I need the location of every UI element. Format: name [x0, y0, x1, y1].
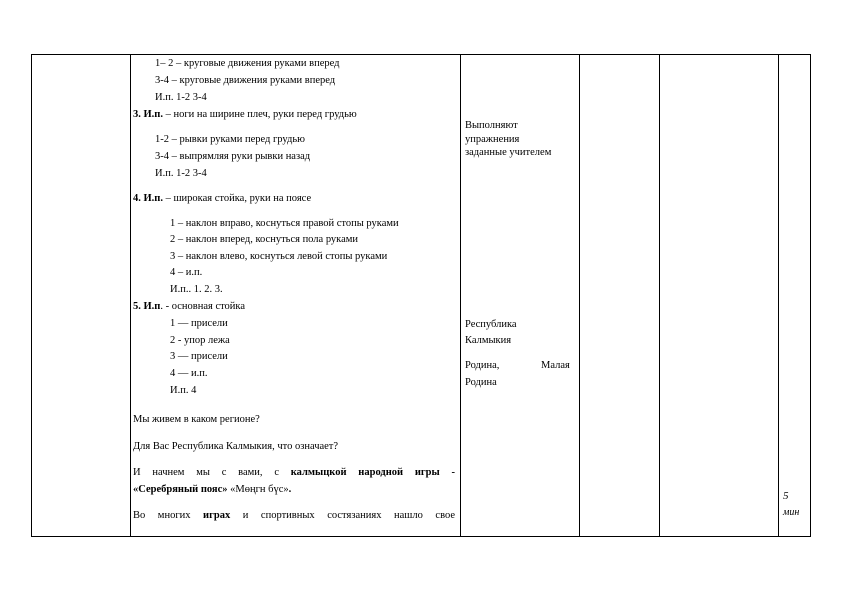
text-run: .	[288, 484, 292, 495]
exercise-heading	[133, 108, 357, 121]
exercise-line: 3-4 – круговые движения руками вперед	[155, 75, 336, 86]
column-divider	[778, 55, 779, 536]
student-activity: упражнения	[465, 134, 520, 145]
exercise-description: – широкая стойка, руки на поясе	[162, 193, 312, 204]
exercise-number: 3. И.п.	[133, 109, 163, 120]
exercise-line: И.п. 4	[170, 385, 197, 396]
time-unit: мин	[783, 507, 800, 518]
exercise-description: . - основная стойка	[160, 301, 246, 312]
exercise-line: 3-4 – выпрямляя руки рывки назад	[155, 151, 311, 162]
exercise-line: 3 — присели	[170, 351, 228, 362]
exercise-line: 4 – и.п.	[170, 267, 203, 278]
column-divider	[579, 55, 580, 536]
exercise-line: 4 — и.п.	[170, 368, 208, 379]
student-answer: Родина	[465, 377, 497, 388]
exercise-line: 2 - упор лежа	[170, 335, 230, 346]
game-title-kalmyk: «Мөңгн бүс»	[227, 484, 289, 495]
column-divider	[460, 55, 461, 536]
exercise-line: 1 — присели	[170, 318, 228, 329]
text-run: И начнем мы с вами, с	[133, 467, 291, 478]
teacher-text	[133, 509, 455, 522]
exercise-description: – ноги на ширине плеч, руки перед грудью	[162, 109, 357, 120]
exercise-line: 2 – наклон вперед, коснуться пола руками	[170, 234, 359, 245]
text-run: и спортивных состязаниях нашло свое	[230, 510, 455, 521]
teacher-text	[133, 483, 291, 496]
exercise-line: 1-2 – рывки руками перед грудью	[155, 134, 305, 145]
exercise-heading	[133, 300, 245, 313]
time-value: 5	[783, 490, 789, 502]
game-title: «Серебряный пояс»	[133, 484, 228, 495]
student-answer: Калмыкия	[465, 335, 512, 346]
exercise-line: И.п. 1-2 3-4	[155, 92, 207, 103]
column-divider	[130, 55, 131, 536]
teacher-question: Мы живем в каком регионе?	[133, 414, 260, 425]
exercise-line: И.п. 1-2 3-4	[155, 168, 207, 179]
exercise-line: 3 – наклон влево, коснуться левой стопы руками	[170, 251, 388, 262]
exercise-line: И.п.. 1. 2. 3.	[170, 284, 223, 295]
exercise-number: 5. И.п	[133, 301, 161, 312]
student-activity: заданные учителем	[465, 147, 552, 158]
text-run-bold: играх	[203, 510, 231, 521]
text-run: Во многих	[133, 510, 204, 521]
student-answer: Родина,	[465, 360, 500, 371]
game-name: калмыцкой народной игры -	[290, 467, 455, 478]
exercise-number: 4. И.п.	[133, 193, 163, 204]
exercise-line: 1– 2 – круговые движения руками вперед	[155, 58, 340, 69]
teacher-question: Для Вас Республика Калмыкия, что означает?	[133, 441, 339, 452]
student-answer: Малая	[541, 360, 570, 371]
exercise-heading	[133, 192, 311, 205]
student-activity: Выполняют	[465, 120, 518, 131]
lesson-table	[31, 54, 811, 537]
exercise-line: 1 – наклон вправо, коснуться правой стопы руками	[170, 218, 399, 229]
teacher-text	[133, 466, 455, 479]
student-answer: Республика	[465, 319, 517, 330]
column-divider	[659, 55, 660, 536]
